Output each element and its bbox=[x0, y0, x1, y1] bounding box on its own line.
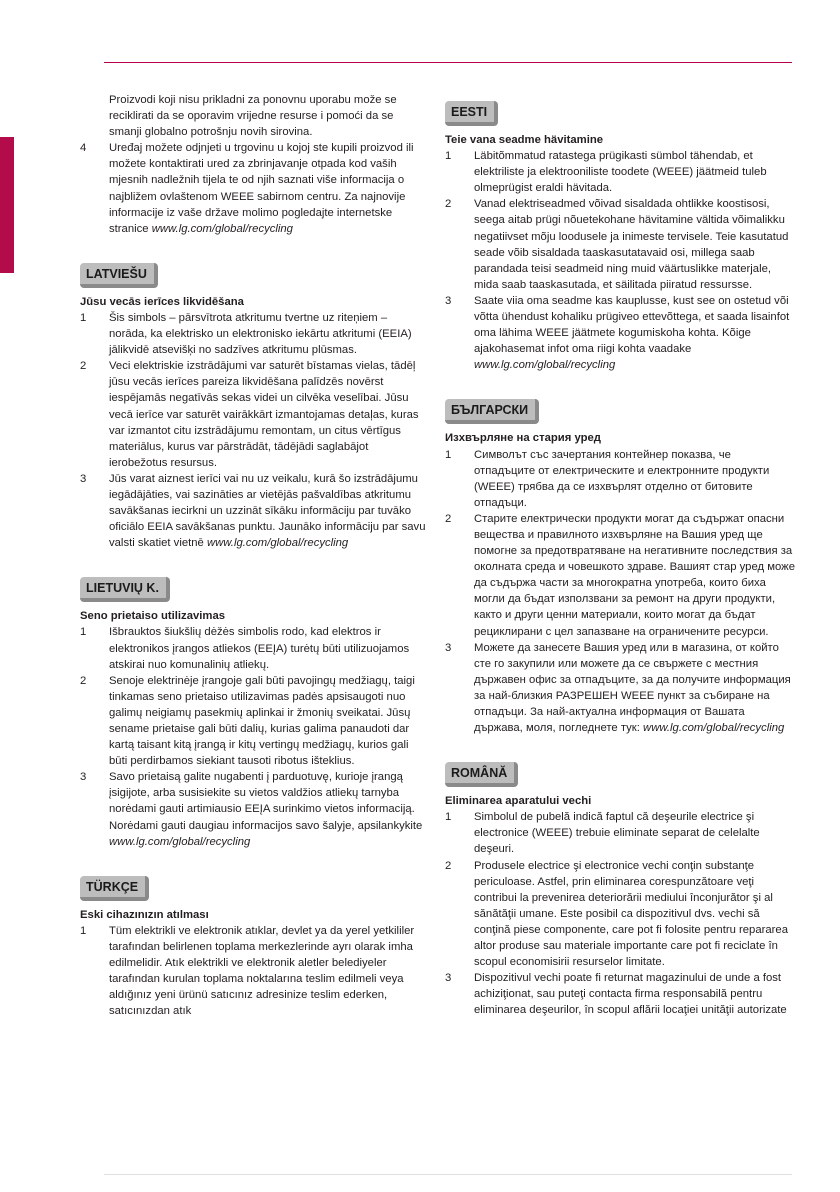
list-item bbox=[445, 970, 795, 1018]
turkish-section bbox=[80, 876, 428, 1020]
item-number: 2 bbox=[445, 859, 452, 872]
item-number: 1 bbox=[445, 811, 452, 824]
item-number: 3 bbox=[80, 771, 87, 784]
item-number: 1 bbox=[80, 924, 87, 937]
section-heading: Jūsu vecās ierīces likvidēšana bbox=[80, 295, 244, 308]
language-badge: EESTI bbox=[445, 101, 498, 126]
right-column bbox=[445, 101, 795, 1019]
item-text: Išbrauktos šiukšlių dėžės simbolis rodo, kad elektros ir elektronikos įrangos atliekos (EEĮA) turėtų būti utilizuojamos atskirai nuo komunalinių atliekų. bbox=[109, 626, 410, 671]
list-item bbox=[445, 148, 795, 196]
bulgarian-section bbox=[445, 399, 795, 736]
recycling-link[interactable]: www.lg.com/global/recycling bbox=[206, 537, 349, 550]
item-text: Simbolul de pubelă indică faptul că deşeurile electrice şi electronice (WEEE) trebuie eliminate separat de celelalte deşeuri. bbox=[474, 811, 760, 856]
item-text: Veci elektriskie izstrādājumi var saturēt bīstamas vielas, tādēļ jūsu vecās ierīces pareiza likvidēšana palīdzēs novērst iespējamās negatīvās sekas videi un cilvēka veselībai. Jūsu vecā ierīce var saturēt vairākkārt izmantojamas detaļas, kuras var izmantot citu izstrādājumu remontam, un citus vērtīgus materiālus, kurus var pārstrādāt, tādējādi saglabājot ierobežotus resursus. bbox=[109, 360, 419, 469]
list-item bbox=[445, 196, 795, 293]
item-number: 1 bbox=[445, 150, 452, 163]
list-item bbox=[80, 923, 428, 1020]
language-badge: ROMÂNĂ bbox=[445, 762, 518, 787]
language-badge: БЪЛГАРСКИ bbox=[445, 399, 539, 424]
item-number: 2 bbox=[80, 674, 87, 687]
section-heading: Seno prietaiso utilizavimas bbox=[80, 610, 226, 623]
item-number: 2 bbox=[445, 512, 452, 525]
list-item bbox=[80, 471, 428, 551]
list-item bbox=[445, 447, 795, 511]
list-item bbox=[445, 858, 795, 971]
item-text: Läbitõmmatud ratastega prügikasti sümbol tähendab, et elektriliste ja elektrooniliste toodete (WEEE) jäätmeid tuleb olmeprügist eraldi hävitada. bbox=[474, 150, 767, 195]
section-heading: Eski cihazınızın atılması bbox=[80, 908, 209, 921]
recycling-link[interactable]: www.lg.com/global/recycling bbox=[474, 359, 616, 372]
item-text: Vanad elektriseadmed võivad sisaldada ohtlikke koostisosi, seega aitab prügi nõuetekohane hävitamine vältida võimalikku negatiivset mõju loodusele ja inimeste tervisele. Teie kasutatud seade võib sisaldada taaskasutatavaid osi, millega saab parandada teisi seadmeid ning muid väärtuslikke materjale, mida saab taaskasutada, et säilitada piiratud ressursse. bbox=[474, 198, 789, 291]
item-text: Jūs varat aiznest ierīci vai nu uz veikalu, kurā šo izstrādājumu iegādājāties, vai sazināties ar vietējās pašvaldības atkritumu savākšanas iecirkni un uzzināt sīkāku informāciju par tuvāko oficiālo EEIA savākšanas punktu. Jaunāko informāciju par savu valsti skatiet vietnē bbox=[109, 472, 426, 550]
header-rule bbox=[104, 62, 792, 63]
recycling-link[interactable]: www.lg.com/global/recycling bbox=[643, 722, 785, 735]
item-number: 3 bbox=[80, 472, 87, 485]
item-text: Uređaj možete odjnjeti u trgovinu u kojoj ste kupili proizvod ili možete kontaktirati ured za zbrinjavanje otpada kod vaših mjesnih nadležnih tijela te od njih saznati više informacija o najbližem ovlaštenom WEEE sabirnom centru. Za najnovije informacije iz vaše države molimo pogledajte internetske stranice bbox=[109, 142, 414, 235]
recycling-link[interactable]: www.lg.com/global/recycling bbox=[151, 222, 293, 235]
item-number: 2 bbox=[80, 360, 87, 373]
footer-rule bbox=[104, 1174, 792, 1175]
section-heading: Eliminarea aparatului vechi bbox=[445, 795, 592, 808]
item-text: Tüm elektrikli ve elektronik atıklar, devlet ya da yerel yetkililer tarafından belirlenen toplama merkezlerinde ayrı olarak imha edilmelidir. Atık elektrikli ve elektronik aletler belediyeler tarafından kurulan toplama noktalarına teslim edilmeli veya aldığınız yeni ürünü satıcınız adresinize teslim ederken, satıcınızdan atık bbox=[109, 924, 415, 1018]
item-text: Можете да занесете Вашия уред или в магазина, от който сте го закупили или можете да се свържете с местния държавен офис за отпадъците, за да получите информация за най-близкия РАЗРЕШЕН WEEE пункт за събиране на отпадъци. За най-актуална информация от Вашата държава, моля, погледнете тук: bbox=[474, 641, 791, 735]
item-text: Старите електрически продукти могат да съдържат опасни вещества и правилното изхвърляне на Вашия уред ще помогне за предотвратяване на негативните последствия за околната среда и човешкото здраве. Вашият стар уред може да съдържа части за многократна употреба, които биха могли да бъдат използвани за ремонт на други продукти, както и други ценни материали, които могат да бъдат рециклирани с цел запазване на ограничените ресурси. bbox=[474, 512, 795, 638]
item-number: 3 bbox=[445, 641, 452, 654]
latvian-section bbox=[80, 263, 428, 552]
item-number: 2 bbox=[445, 198, 452, 211]
intro-list-item bbox=[80, 140, 428, 237]
list-item bbox=[80, 624, 428, 672]
list-item bbox=[80, 769, 428, 849]
item-text: Šis simbols – pārsvītrota atkritumu tvertne uz riteņiem – norāda, ka elektrisko un elektronisko iekārtu atkritumi (EEIA) jālikvidē atsevišķi no sadzīves atkritumu plūsmas. bbox=[109, 311, 412, 357]
lithuanian-section bbox=[80, 577, 428, 849]
item-text: Produsele electrice şi electronice vechi conţin substanţe periculoase. Astfel, prin eliminarea corespunzătoare veţi contribui la prevenirea deteriorării mediului înconjurător şi al sănătăţii umane. Este posibil ca dispozitivul dvs. vechi să conţină piese componente, care pot fi folosite pentru repararea altor produse sau materiale importante care pot fi reciclate în scopul economisirii resurselor limitate. bbox=[474, 859, 788, 969]
item-number: 1 bbox=[445, 448, 452, 461]
list-item bbox=[445, 293, 795, 373]
list-item bbox=[80, 358, 428, 471]
item-text: Dispozitivul vechi poate fi returnat magazinului de unde a fost achiziţionat, sau puteţi contacta firma responsabilă pentru eliminarea deşeurilor, în scopul aflării locaţiei unităţii autorizate bbox=[474, 972, 787, 1017]
language-badge: TÜRKÇE bbox=[80, 876, 149, 901]
language-badge: LIETUVIŲ K. bbox=[80, 577, 170, 602]
section-heading: Изхвърляне на стария уред bbox=[445, 432, 601, 445]
item-number: 1 bbox=[80, 311, 87, 324]
intro-paragraph: Proizvodi koji nisu prikladni za ponovnu uporabu može se reciklirati da se oporavim vrijedne resurse i pomoći da se smanji globalno potrošnju novih sirovina. bbox=[109, 94, 397, 139]
item-number: 1 bbox=[80, 626, 87, 639]
recycling-link[interactable]: www.lg.com/global/recycling bbox=[109, 835, 251, 848]
item-text: Символът със зачертания контейнер показва, че отпадъците от електрическите и електронните продукти (WEEE) трябва да се изхвърлят отделно от битовите отпадъци. bbox=[474, 448, 770, 509]
list-item bbox=[445, 640, 795, 737]
list-item bbox=[80, 673, 428, 770]
estonian-section bbox=[445, 101, 795, 373]
item-text: Senoje elektrinėje įrangoje gali būti pavojingų medžiagų, taigi tinkamas seno prietaiso utilizavimas padės apsisaugoti nuo galimų neigiamų pasekmių aplinkai ir žmonių sveikatai. Jūsų sename prietaise gali būti dalių, kurias galima panaudoti dar kartą taisant kitą įrangą ir kitų vertingų medžiagų, kurios gali būti perdirbamos siekiant tausoti ribotus išteklius. bbox=[109, 674, 415, 768]
list-item bbox=[80, 310, 428, 358]
romanian-section bbox=[445, 762, 795, 1018]
item-number: 4 bbox=[80, 142, 87, 155]
list-item bbox=[445, 809, 795, 857]
list-item bbox=[445, 511, 795, 640]
section-side-tab bbox=[0, 137, 14, 273]
item-text: Saate viia oma seadme kas kauplusse, kust see on ostetud või võtta ühendust kohaliku prügiveo ettevõttega, et saada lisainfot oma lähima WEEE jäätmete kogumiskoha kohta. Kõige ajakohasemat infot oma riigi kohta vaadake bbox=[474, 294, 790, 356]
left-column bbox=[80, 92, 428, 1019]
item-text: Savo prietaisą galite nugabenti į parduotuvę, kurioje įrangą įsigijote, arba susisiekite su vietos valdžios atliekų tarnyba norėdami gauti artimiausio EEĮA surinkimo vietos informaciją. Norėdami gauti daugiau informacijos savo šalyje, apsilankykite bbox=[109, 771, 423, 832]
item-number: 3 bbox=[445, 972, 452, 985]
language-badge: LATVIEŠU bbox=[80, 263, 158, 288]
section-heading: Teie vana seadme hävitamine bbox=[445, 134, 604, 146]
item-number: 3 bbox=[445, 294, 452, 307]
